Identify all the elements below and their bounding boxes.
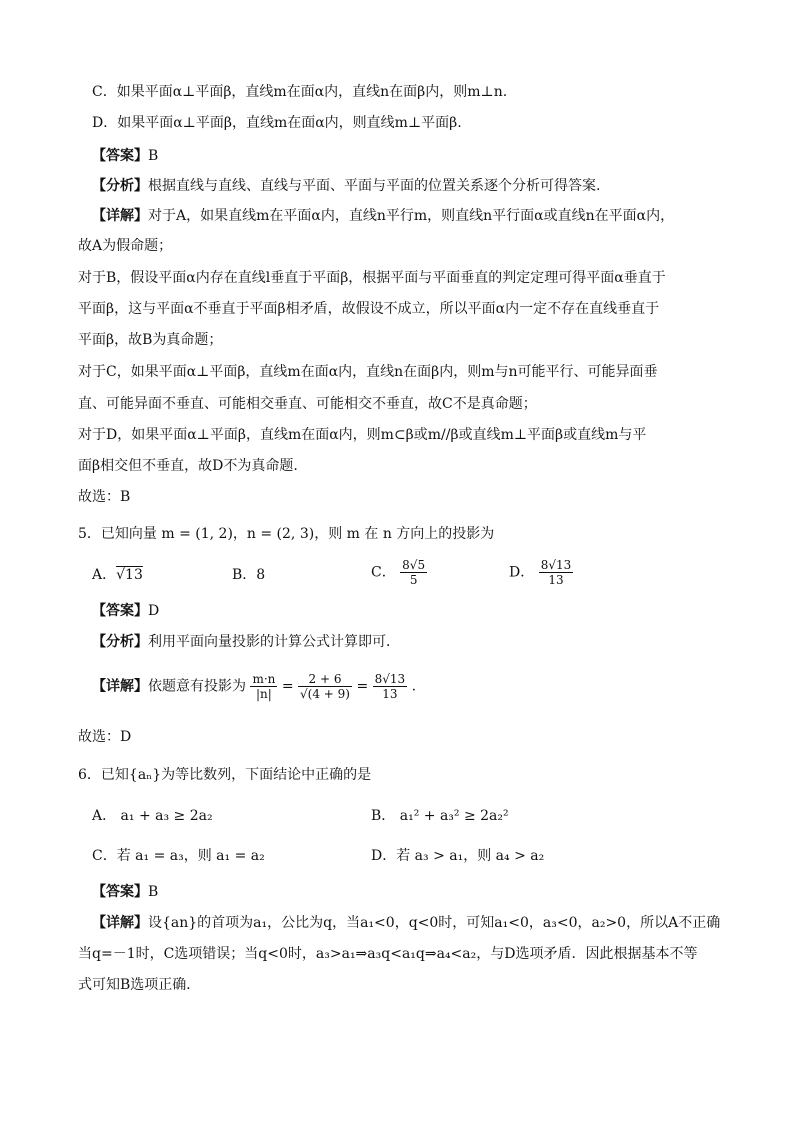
q4-option-c: C．如果平面α⊥平面β，直线m在面α内，直线n在面β内，则m⊥n.	[92, 84, 508, 100]
q4-answer-line	[92, 146, 158, 166]
q4-detail-1: 对于A，如果直线m在平面α内，直线n平行m，则直线n平行面α或直线n在平面α内，	[148, 208, 675, 224]
q5-option-c	[371, 558, 427, 587]
q5-option-b-label: B．	[232, 567, 257, 583]
q5-option-d-den: 13	[548, 573, 564, 587]
q5-f1-den: |n|	[256, 687, 272, 701]
q5-formula-fraction-3	[373, 672, 408, 701]
q4-detail-7: 直、可能异面不垂直、可能相交垂直、可能相交不垂直，故C不是真命题；	[78, 396, 537, 412]
q6-option-d: D．若 a₃ > a₁，则 a₄ > a₂	[371, 848, 545, 864]
q4-analysis-line	[92, 176, 600, 196]
q6-detail-1: 设{an}的首项为a₁，公比为q，当a₁<0，q<0时，可知a₁<0，a₃<0，a₂>0，所以A不正确	[148, 915, 721, 931]
q4-detail-3: 对于B，假设平面α内存在直线l垂直于平面β，根据平面与平面垂直的判定定理可得平面α垂直于	[78, 270, 666, 286]
q4-detail-5: 平面β，故B为真命题；	[78, 332, 223, 348]
q5-end-period: .	[411, 678, 417, 695]
q5-stem: 5．已知向量 m = (1, 2)，n = (2, 3)，则 m 在 n 方向上的投影为	[78, 526, 495, 542]
q5-equals-2: =	[356, 678, 369, 695]
q5-option-b-value: 8	[256, 567, 266, 583]
q6-detail-line-1	[92, 913, 720, 933]
answer-tag: 【答案】	[92, 884, 148, 900]
detail-tag: 【详解】	[92, 208, 148, 224]
detail-tag: 【详解】	[92, 915, 148, 931]
q5-option-c-fraction	[400, 558, 427, 587]
q6-answer-line	[92, 882, 158, 902]
q5-formula-fraction-2	[298, 672, 352, 701]
q4-choice: 故选：B	[78, 489, 131, 505]
q5-option-d-label: D．	[509, 564, 535, 581]
q4-detail-9: 面β相交但不垂直，故D不为真命题.	[78, 458, 298, 474]
q5-option-c-den: 5	[409, 573, 418, 587]
q6-stem: 6．已知{aₙ}为等比数列，下面结论中正确的是	[78, 767, 372, 783]
q5-analysis-line	[92, 632, 400, 652]
q5-option-d-num: 8√13	[540, 558, 572, 572]
q5-option-d	[509, 558, 573, 587]
q4-detail-line-1	[92, 206, 674, 226]
q6-option-a: A． a₁ + a₃ ≥ 2a₂	[92, 808, 213, 824]
q5-option-a-value: √13	[116, 567, 143, 583]
q5-f2-num: 2 + 6	[298, 672, 352, 687]
q5-option-b	[232, 565, 265, 585]
answer-tag: 【答案】	[92, 148, 148, 164]
q4-detail-8: 对于D，如果平面α⊥平面β，直线m在面α内，则m⊂β或m//β或直线m⊥平面β或直线m与平	[78, 427, 647, 443]
analysis-tag: 【分析】	[92, 178, 148, 194]
q5-option-c-num: 8√5	[402, 558, 426, 572]
q5-f2-den: √(4 + 9)	[300, 687, 350, 701]
q5-answer: D	[148, 603, 160, 619]
q5-f3-num: 8√13	[374, 672, 406, 686]
q5-detail-text: 依题意有投影为	[148, 678, 246, 695]
q5-f3-den: 13	[382, 687, 398, 701]
q5-f1-num: m·n	[252, 672, 276, 686]
q5-option-d-fraction	[539, 558, 574, 587]
q6-option-c: C．若 a₁ = a₃，则 a₁ = a₂	[92, 848, 265, 864]
q5-detail-line	[92, 672, 416, 701]
q4-analysis: 根据直线与直线、直线与平面、平面与平面的位置关系逐个分析可得答案.	[148, 178, 601, 194]
q6-detail-3: 式可知B选项正确．	[78, 977, 201, 993]
q5-choice: 故选：D	[78, 729, 132, 745]
q4-detail-2: 故A为假命题；	[78, 238, 173, 254]
q5-option-a-label: A．	[92, 567, 117, 583]
q5-option-a	[92, 565, 143, 585]
q5-option-c-label: C．	[371, 564, 396, 581]
q5-analysis: 利用平面向量投影的计算公式计算即可．	[148, 634, 400, 650]
q6-detail-2: 当q=－1时，C选项错误；当q<0时，a₃>a₁⇒a₃q<a₁q⇒a₄<a₂，与D选项矛盾．因此根据基本不等	[78, 946, 698, 962]
answer-tag: 【答案】	[92, 603, 148, 619]
analysis-tag: 【分析】	[92, 634, 148, 650]
q4-detail-4: 平面β，这与平面α不垂直于平面β相矛盾，故假设不成立，所以平面α内一定不存在直线垂直于	[78, 301, 660, 317]
q5-formula-fraction-1	[250, 672, 277, 701]
detail-tag: 【详解】	[92, 678, 148, 695]
q4-option-d: D．如果平面α⊥平面β，直线m在面α内，则直线m⊥平面β.	[92, 115, 462, 131]
q5-answer-line	[92, 601, 159, 621]
q6-answer: B	[148, 884, 159, 900]
q5-equals-1: =	[281, 678, 294, 695]
q4-answer: B	[148, 148, 159, 164]
q6-option-b: B． a₁² + a₃² ≥ 2a₂²	[371, 808, 509, 824]
q4-detail-6: 对于C，如果平面α⊥平面β，直线m在面α内，直线n在面β内，则m与n可能平行、可能异面垂	[78, 364, 658, 380]
